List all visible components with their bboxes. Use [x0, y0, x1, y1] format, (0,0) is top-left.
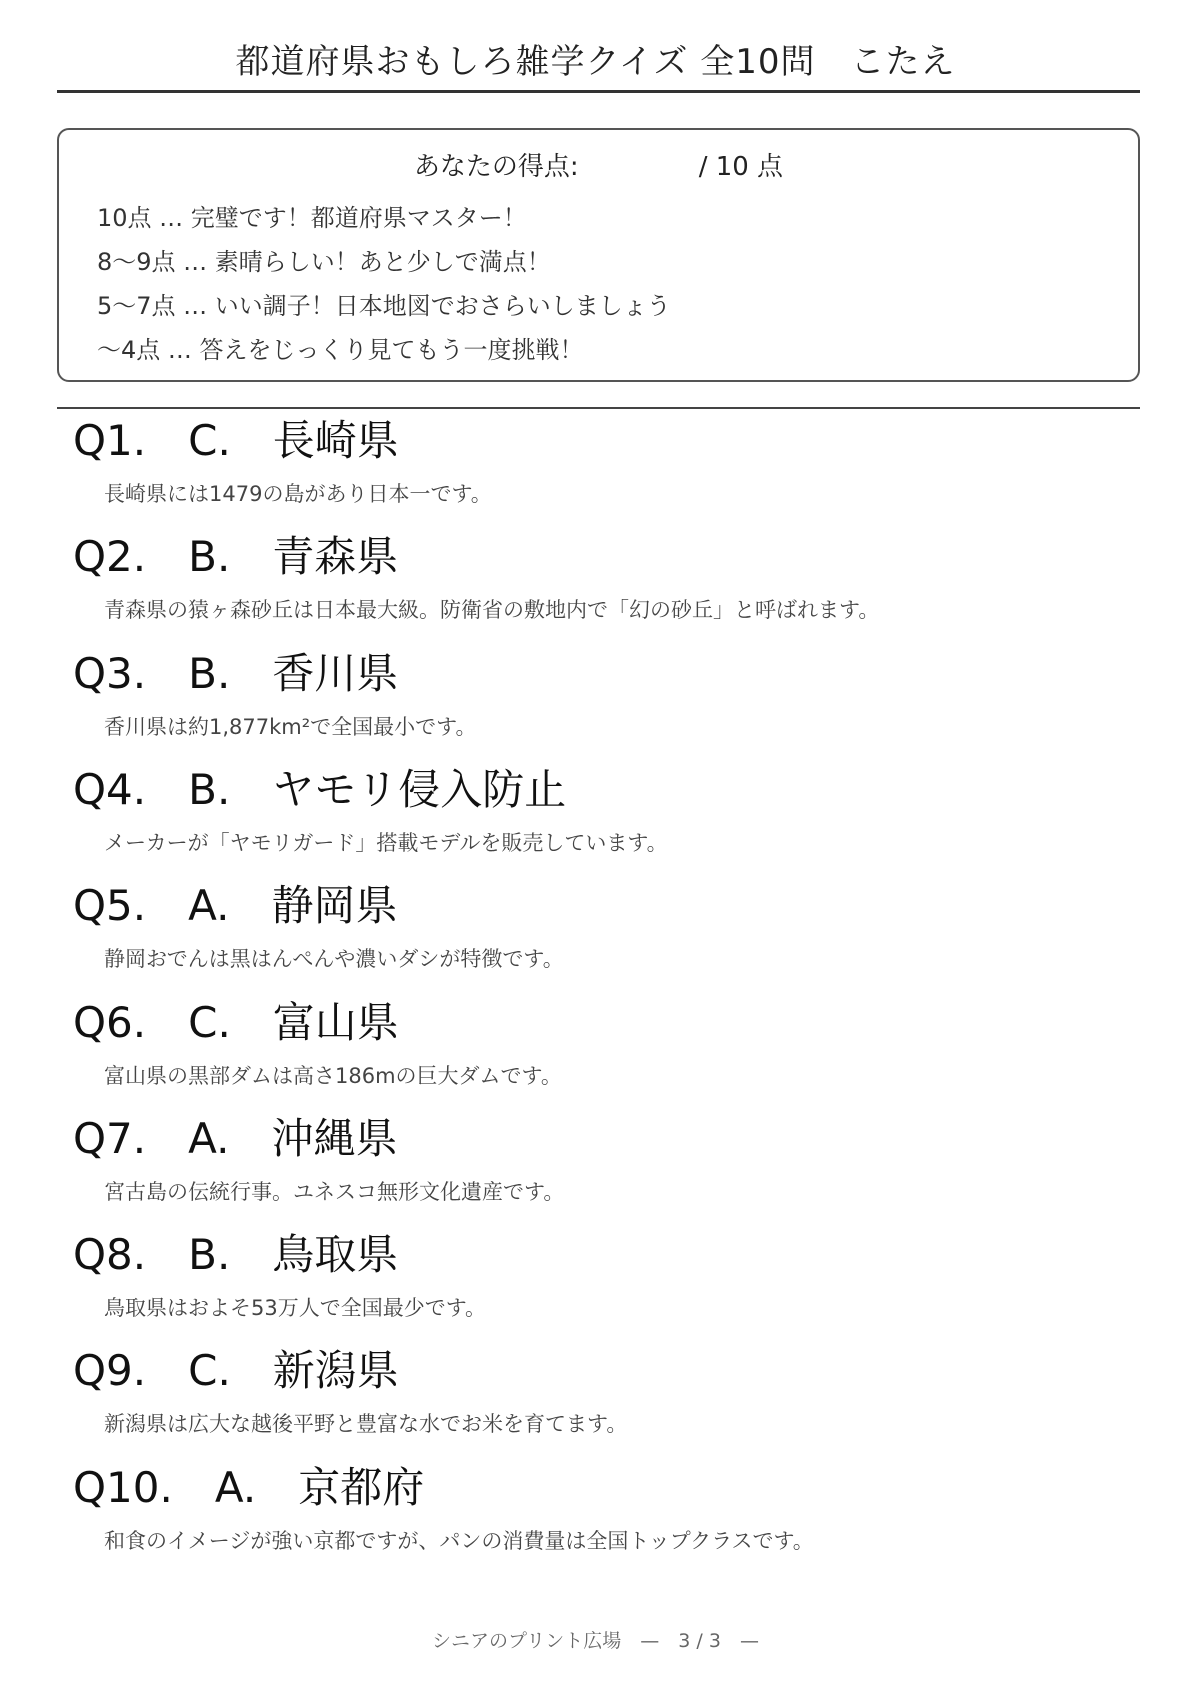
answer-heading: Q9. C. 新潟県	[73, 1346, 399, 1396]
answer-heading: Q10. A. 京都府	[73, 1462, 425, 1512]
score-line	[59, 146, 1138, 183]
answer-heading: Q2. B. 青森県	[73, 532, 399, 582]
score-box	[57, 128, 1140, 382]
answer-explanation: 和食のイメージが強い京都ですが、パンの消費量は全国トップクラスです。	[104, 1528, 814, 1553]
answer-heading: Q8. B. 鳥取県	[73, 1230, 399, 1280]
rank-5-7: 5〜7点 … いい調子！日本地図でおさらいしましょう	[97, 292, 671, 320]
answer-heading: Q5. A. 静岡県	[73, 881, 398, 931]
answer-explanation: メーカーが「ヤモリガード」搭載モデルを販売しています。	[104, 830, 668, 855]
answer-heading: Q4. B. ヤモリ侵入防止	[73, 764, 567, 814]
answer-explanation: 鳥取県はおよそ53万人で全国最少です。	[104, 1296, 487, 1321]
answer-heading: Q6. C. 富山県	[73, 997, 399, 1047]
answer-explanation: 宮古島の伝統行事。ユネスコ無形文化遺産です。	[104, 1179, 565, 1204]
answer-explanation: 青森県の猿ヶ森砂丘は日本最大級。防衛省の敷地内で「幻の砂丘」と呼ばれます。	[104, 598, 880, 623]
answer-heading: Q1. C. 長崎県	[73, 416, 399, 465]
answer-explanation: 静岡おでんは黒はんぺんや濃いダシが特徴です。	[104, 947, 564, 972]
rank-10: 10点 … 完璧です！都道府県マスター！	[97, 204, 527, 232]
answer-explanation: 香川県は約1,877km²で全国最小です。	[104, 714, 477, 739]
rank-8-9: 8〜9点 … 素晴らしい！あと少しで満点！	[97, 248, 551, 276]
title-underline	[57, 90, 1140, 93]
score-label: あなたの得点:	[413, 152, 579, 182]
answer-heading: Q7. A. 沖縄県	[73, 1113, 398, 1163]
page-title: 都道府県おもしろ雑学クイズ 全10問 こたえ	[235, 42, 956, 82]
score-total: / 10 点	[698, 152, 784, 182]
answer-explanation: 長崎県には1479の島があり日本一です。	[104, 482, 492, 506]
answer-explanation: 富山県の黒部ダムは高さ186mの巨大ダムです。	[104, 1063, 562, 1088]
page-footer: シニアのプリント広場 — 3 / 3 —	[432, 1630, 759, 1652]
rank-0-4: 〜4点 … 答えをじっくり見てもう一度挑戦！	[97, 336, 584, 364]
answer-explanation: 新潟県は広大な越後平野と豊富な水でお米を育てます。	[104, 1412, 628, 1437]
answer-heading: Q3. B. 香川県	[73, 648, 399, 698]
